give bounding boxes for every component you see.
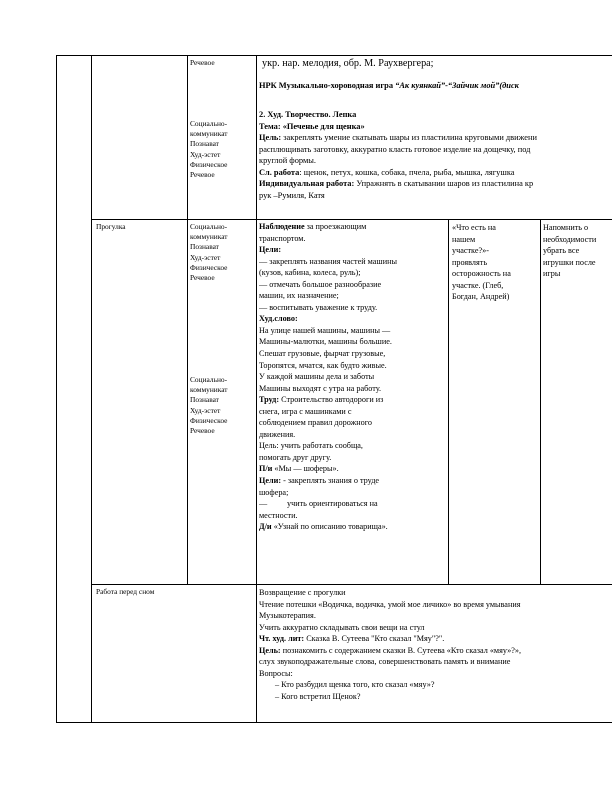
area-label: коммуникат [190, 129, 228, 139]
area-label: Худ-эстет [190, 405, 221, 415]
art-lesson-block [259, 109, 612, 201]
walk-individual-column [452, 222, 539, 303]
indiv-label: Индивидуальная работа: [259, 179, 355, 188]
area-label: Познават [190, 242, 219, 252]
area-label: Социально- [190, 375, 228, 384]
area-label: Худ-эстет [190, 149, 221, 159]
walk-plan-column [259, 221, 447, 533]
walk-reminder-column [543, 222, 612, 280]
game-goal-line: шофера; [259, 487, 289, 497]
table-border-top [56, 55, 612, 56]
area-label: Социально- [190, 222, 228, 231]
question-item: – Кто разбудил щенка того, кто сказал «мяу»? [275, 680, 435, 689]
table-border-left [56, 55, 57, 723]
literature-text: Сказка В. Сутеева "Кто сказал "Мяу"?". [304, 634, 445, 643]
individual-line: «Что есть на [452, 223, 496, 232]
walk-areas-column-1 [190, 222, 255, 283]
row-divider-walk [91, 219, 612, 220]
area-label: Речевое [190, 426, 215, 436]
individual-line: участке?»- [452, 246, 489, 255]
goal-line-3: круглой формы. [259, 156, 316, 165]
column-divider-4 [448, 219, 449, 585]
area-label: Физическое [190, 415, 228, 425]
individual-line: участке. (Глеб, [452, 280, 504, 290]
game-goal-dash: — [259, 499, 268, 509]
top-areas-column-2 [190, 119, 255, 180]
game-goal-text: - закреплять знания о труде [281, 476, 380, 486]
aim-label: Цель: [259, 645, 281, 655]
column-divider-1 [91, 55, 92, 723]
area-label: Речевое [190, 170, 215, 180]
labor-text: Строительство автодороги из [279, 395, 384, 405]
labor-label: Труд: [259, 395, 280, 405]
sleep-line: Учить аккуратно складывать свои вещи на стул [259, 622, 425, 632]
game-text: «Мы — шоферы». [272, 464, 339, 474]
walk-areas-column-2 [190, 375, 255, 436]
game-goal-label: Цели: [259, 476, 282, 486]
di-text: «Узнай по описанию товарища». [271, 522, 388, 532]
poem-line: Машины выходят с утра на работу. [259, 383, 382, 393]
goal-label: Цель: [259, 133, 282, 142]
di-label: Д/и [259, 522, 272, 532]
labor-goal-line: Цель: учить работать сообща, [259, 441, 363, 451]
labor-line: соблюдением правил дорожного [259, 418, 373, 428]
theme-label: Тема: [259, 121, 281, 131]
individual-line: проявлять [452, 257, 488, 267]
nrk-prefix: НРК Музыкально-хороводная игра [259, 81, 396, 90]
indiv-text: Упражнять в скатывании шаров из пластилина кр [354, 179, 534, 188]
indiv-line-2: рук –Румиля, Катя [259, 190, 325, 200]
vocab-label: Сл. работа [259, 167, 300, 177]
area-label: Речевое [190, 58, 215, 67]
row-divider-sleep [91, 584, 612, 585]
observation-line-2: транспортом. [259, 233, 306, 243]
sleep-line: Чтение потешки «Водичка, водичка, умой мое личико» во время умывания [259, 599, 521, 609]
poem-label: Худ.слово: [259, 314, 298, 324]
walk-goal-item: — отмечать большое разнообразие [259, 279, 382, 289]
walk-activity-cell [96, 222, 186, 232]
sleep-activity-cell [96, 587, 186, 597]
game-goal-dash-text: учить ориентироваться на [287, 499, 378, 509]
labor-line: снега, игра с машинками с [259, 406, 352, 416]
game-goal-last: местности. [259, 510, 298, 520]
poem-line: Машины-малютки, машины большие. [259, 337, 392, 347]
reminder-line: убрать все [543, 246, 580, 255]
nrk-game-line [259, 80, 612, 92]
individual-line: нашем [452, 234, 476, 244]
column-divider-2 [187, 55, 188, 585]
table-border-bottom [56, 722, 612, 723]
column-divider-3 [256, 55, 257, 723]
area-label: Социально- [190, 119, 228, 128]
walk-goal-item: машин, их назначение; [259, 291, 339, 301]
poem-line: У каждой машины дела и заботы [259, 372, 375, 382]
walk-goal-item: — воспитывать уважение к труду. [259, 302, 378, 312]
area-label: коммуникат [190, 232, 228, 242]
area-label: Физическое [190, 159, 228, 169]
observation-label: Наблюдение [259, 222, 305, 231]
labor-goal-line: помогать друг другу. [259, 452, 332, 462]
area-label: Худ-эстет [190, 252, 221, 262]
sleep-plan-block [259, 587, 612, 702]
column-divider-5 [540, 219, 541, 585]
game-label: П/и [259, 464, 273, 474]
melody-line [262, 58, 612, 70]
walk-goals-label: Цели: [259, 245, 282, 255]
sleep-line: Возвращение с прогулки [259, 588, 346, 597]
area-label: Познават [190, 395, 219, 405]
art-heading: 2. Худ. Творчество. Лепка [259, 110, 357, 119]
walk-goal-item: — закреплять названия частей машины [259, 256, 397, 266]
nrk-suffix: диск [502, 81, 519, 90]
area-label: коммуникат [190, 385, 228, 395]
aim-line-2: слух звукоподражательные слова, совершенствовать память и внимание [259, 657, 511, 666]
theme-text: «Печенье для щенка» [280, 121, 365, 131]
questions-label: Вопросы: [259, 668, 293, 678]
poem-line: Торопятся, мчатся, как будто живые. [259, 360, 387, 370]
individual-line: Богдан, Андрей) [452, 292, 510, 301]
individual-line: осторожность на [452, 269, 511, 278]
poem-line: Спешат грузовые, фырчат грузовые, [259, 349, 386, 359]
literature-label: Чт. худ. лит: [259, 634, 305, 643]
sleep-line: Музыкотерапия. [259, 611, 316, 620]
observation-text: за проезжающим [304, 222, 367, 231]
area-label: Познават [190, 139, 219, 149]
goal-line-2: расплющивать заготовку, аккуратно класть готовое изделие на дощечку, под [259, 144, 531, 154]
goal-text: закреплять умение скатывать шары из пластилина круговыми движени [281, 133, 537, 142]
melody-text: укр. нар. мелодия, обр. М. Раухвергера; [262, 58, 434, 69]
reminder-line: необходимости [543, 234, 597, 244]
walk-activity-label: Прогулка [96, 222, 126, 231]
nrk-title: “Ак куянкай”-“Зайчик мой”( [395, 81, 503, 90]
sleep-activity-label: Работа перед сном [96, 587, 155, 596]
reminder-line: игры [543, 269, 561, 278]
vocab-text: : щенок, петух, кошка, собака, пчела, рыба, мышка, лягушка [299, 167, 515, 177]
area-label: Физическое [190, 262, 228, 272]
reminder-line: Напомнить о [543, 223, 589, 232]
aim-text: познакомить с содержанием сказки В. Сутеева «Кто сказал «мяу»?», [280, 645, 522, 655]
area-label: Речевое [190, 273, 215, 283]
labor-line: движения. [259, 429, 296, 439]
top-areas-column-1 [190, 58, 255, 68]
reminder-line: игрушки после [543, 257, 596, 267]
walk-goal-item: (кузов, кабина, колеса, руль); [259, 268, 361, 278]
poem-line: На улице нашей машины, машины — [259, 325, 391, 335]
question-item: – Кого встретил Щенок? [275, 691, 361, 701]
